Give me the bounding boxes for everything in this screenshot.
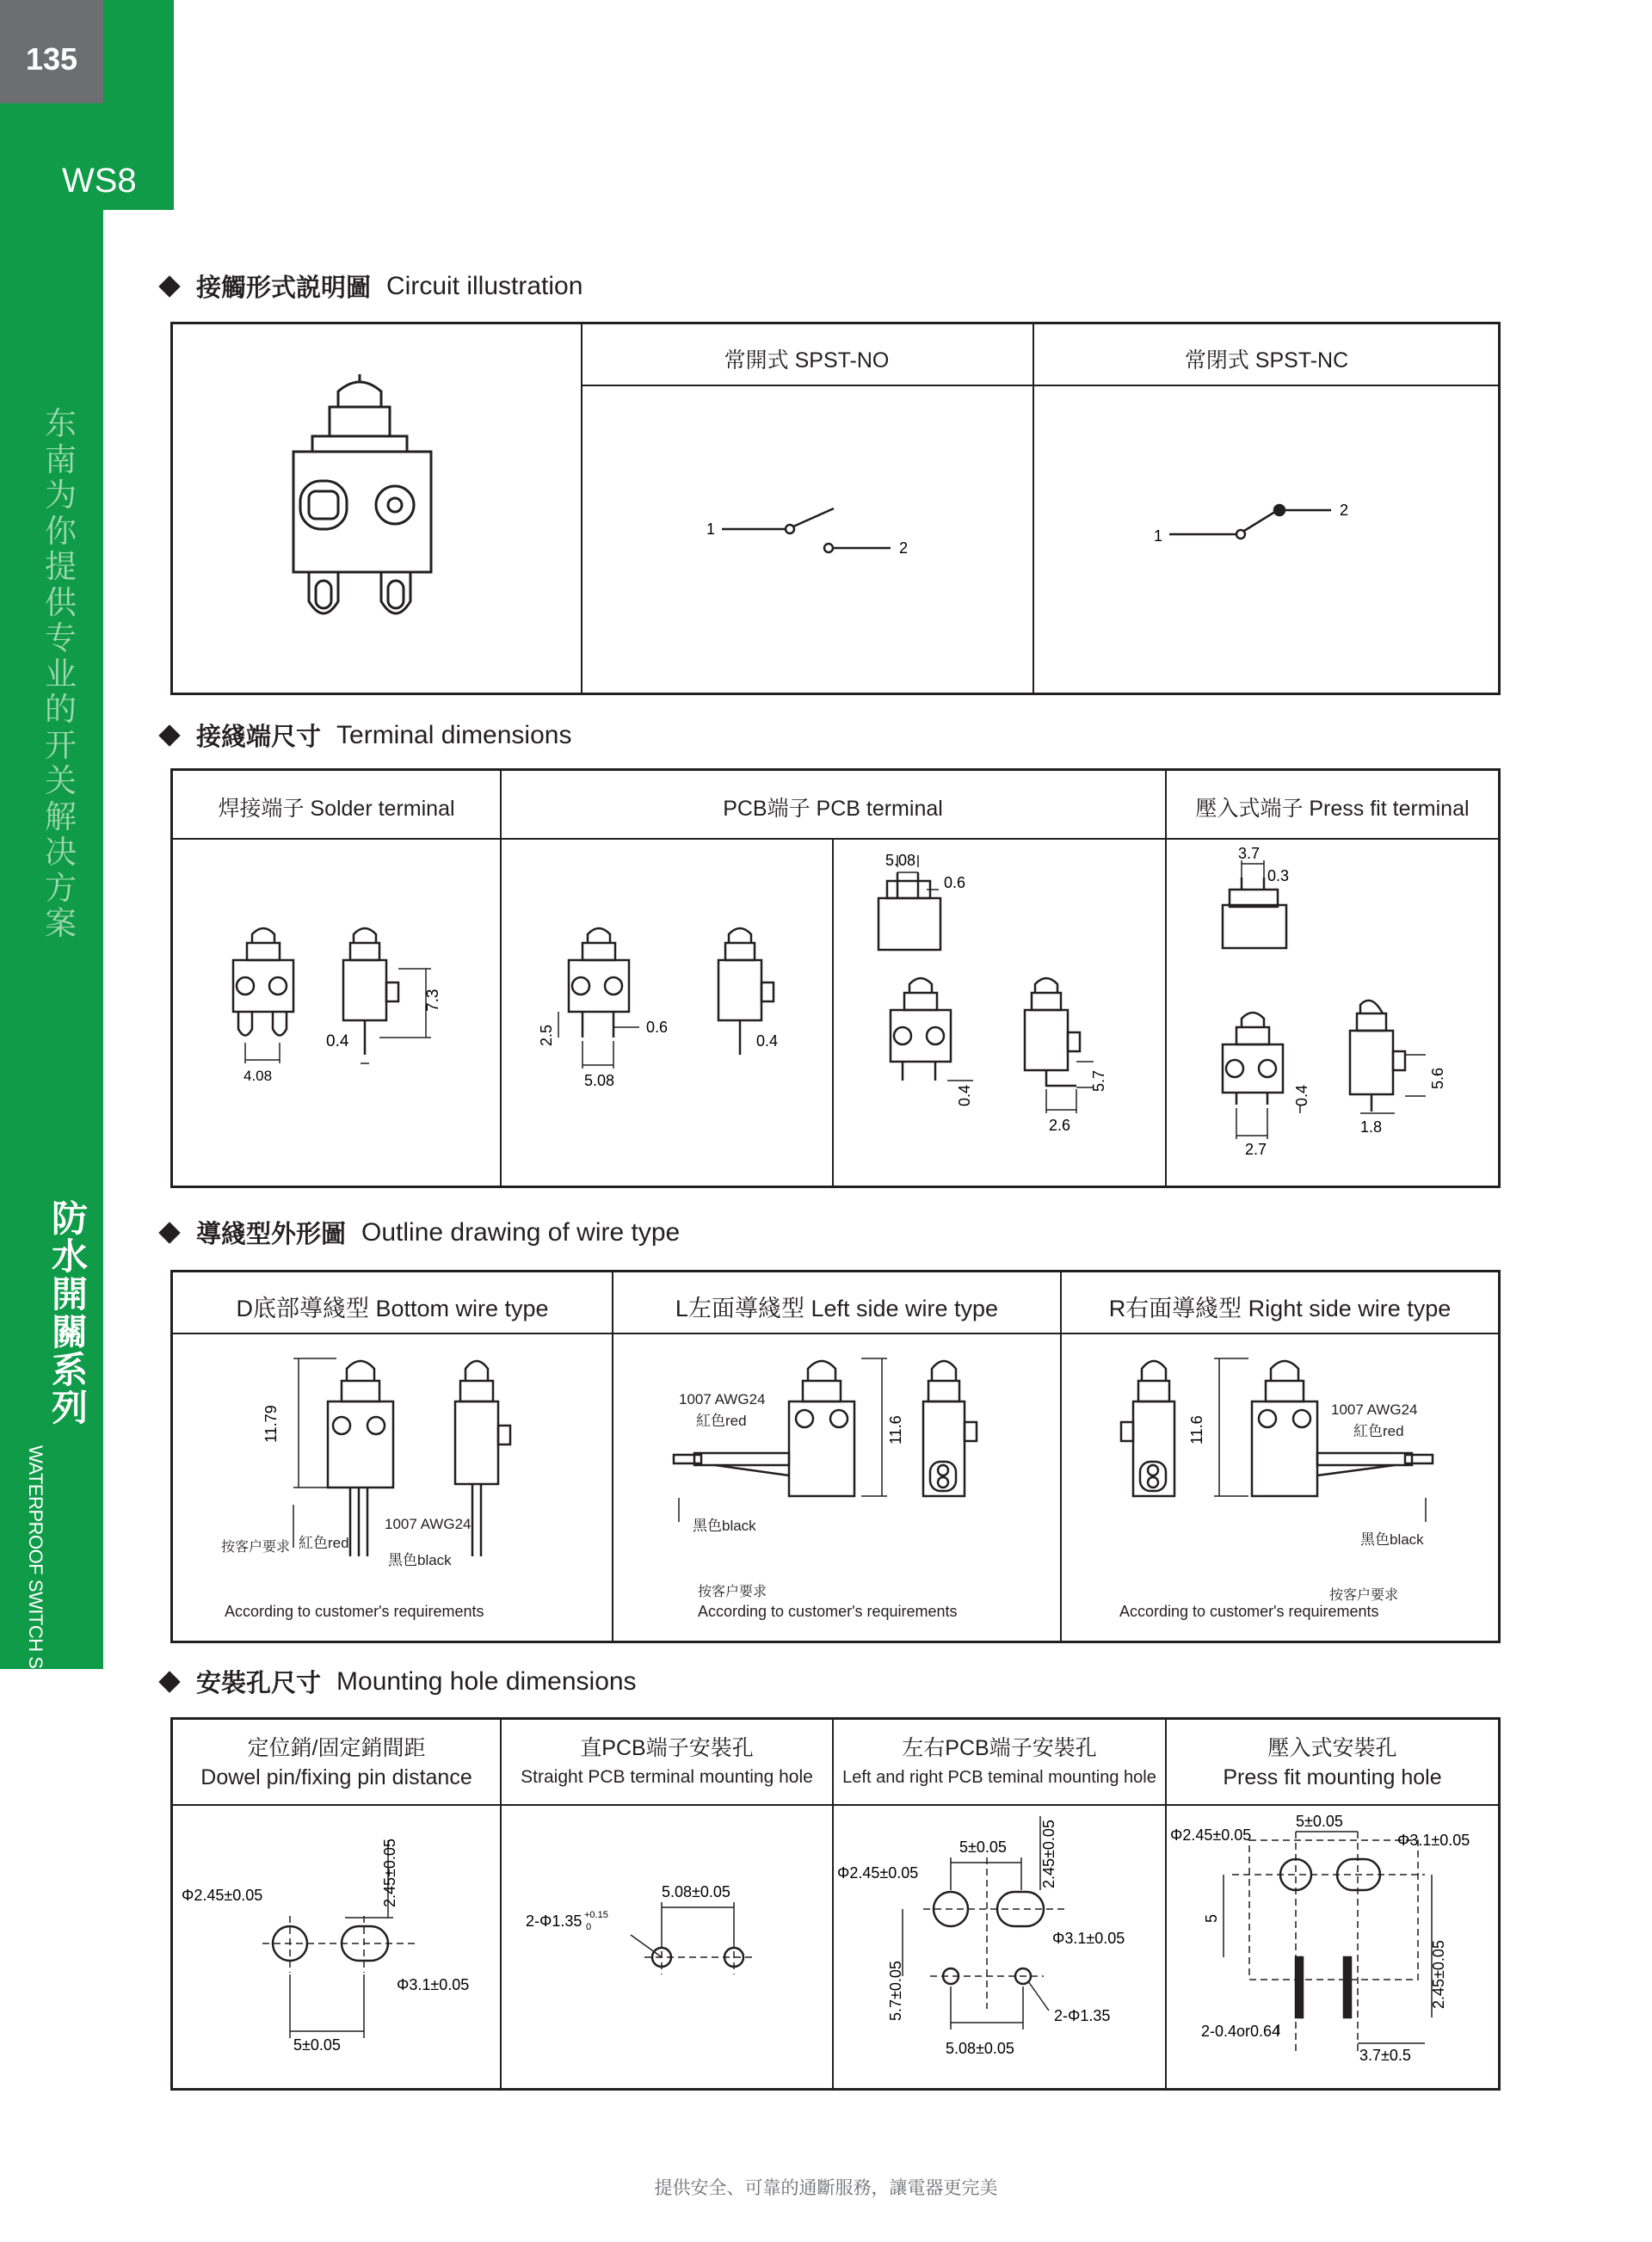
svg-text:0.4: 0.4 xyxy=(1293,1084,1310,1106)
mount-col-straight: 直PCB端子安裝孔 Straight PCB terminal mounting hole xyxy=(521,1736,813,1787)
solder-terminal-header: 焊接端子 Solder terminal xyxy=(218,797,455,821)
mounting-table xyxy=(170,1717,1501,2091)
right-wire-drawing xyxy=(1111,1350,1498,1574)
svg-text:0.4: 0.4 xyxy=(756,1032,779,1050)
mount-col-leftright: 左右PCB端子安裝孔 Left and right PCB teminal mounting hole xyxy=(842,1736,1156,1787)
svg-text:11.79: 11.79 xyxy=(262,1405,280,1443)
diamond-bullet-icon xyxy=(158,1671,180,1692)
outline-heading: 導綫型外形圖 Outline drawing of wire type xyxy=(162,1215,680,1250)
svg-text:4.08: 4.08 xyxy=(243,1068,273,1084)
leftright-pcb-drawing xyxy=(834,1806,1165,2090)
pcb-terminal-header: PCB端子 PCB terminal xyxy=(723,797,943,821)
svg-text:0.6: 0.6 xyxy=(944,874,966,891)
svg-text:5±0.05: 5±0.05 xyxy=(293,2036,341,2054)
svg-text:Φ2.45±0.05: Φ2.45±0.05 xyxy=(182,1887,263,1904)
right-wire-header: R右面導綫型 Right side wire type xyxy=(1108,1296,1452,1321)
svg-text:2.6: 2.6 xyxy=(1049,1117,1071,1134)
left-wire-header: L左面導綫型 Left side wire type xyxy=(675,1296,999,1321)
svg-text:5.7: 5.7 xyxy=(1090,1069,1107,1092)
solder-drawing xyxy=(225,917,500,1124)
svg-text:2-Φ1.35: 2-Φ1.35 xyxy=(526,1912,583,1930)
switch-drawing xyxy=(285,376,457,634)
press-terminal-header: 壓入式端子 Press fit terminal xyxy=(1195,797,1470,821)
svg-text:Φ2.45±0.05: Φ2.45±0.05 xyxy=(1170,1826,1252,1844)
svg-text:0.3: 0.3 xyxy=(1267,867,1290,884)
svg-text:Φ3.1±0.05: Φ3.1±0.05 xyxy=(1052,1930,1125,1947)
outline-table: D底部導綫型 Bottom wire type L左面導綫型 Left side wire type R右面導綫型 Right side wire type 11.79 1007 AWG24 紅色red 黑色black 按客户要求 According to customer's requirements 11.6 1007 AWG24 紅色red 黑色black 按客户要求 According to customer's requirements 11.6 1007 AWG24 紅色red 黑色black 按客户要求 According to customer's requirements xyxy=(170,1270,1501,1643)
svg-text:Φ2.45±0.05: Φ2.45±0.05 xyxy=(837,1864,919,1882)
svg-text:2-0.4or0.64: 2-0.4or0.64 xyxy=(1201,2023,1281,2040)
svg-text:5.08: 5.08 xyxy=(885,852,916,869)
series-title: 防水開關系列 xyxy=(52,1198,89,1429)
diamond-bullet-icon xyxy=(158,275,180,297)
svg-text:+0.15: +0.15 xyxy=(584,1910,608,1920)
svg-text:1.8: 1.8 xyxy=(1360,1118,1383,1136)
circuit-heading: 接觸形式説明圖 Circuit illustration xyxy=(162,268,583,304)
no-terminal-2: 2 xyxy=(899,539,909,557)
svg-text:Φ3.1±0.05: Φ3.1±0.05 xyxy=(1397,1832,1470,1849)
spst-no-header: 常開式 SPST-NO xyxy=(724,348,890,373)
svg-text:11.6: 11.6 xyxy=(887,1415,904,1444)
svg-text:5.08±0.05: 5.08±0.05 xyxy=(946,2040,1014,2057)
svg-text:11.6: 11.6 xyxy=(1188,1415,1205,1444)
side-slogan: 东南为你提供专业的开关解决方案 xyxy=(45,405,77,942)
mount-col-dowel: 定位銷/固定銷間距 Dowel pin/fixing pin distance xyxy=(200,1736,472,1789)
svg-text:5.08±0.05: 5.08±0.05 xyxy=(662,1883,730,1900)
diamond-bullet-icon xyxy=(158,1222,180,1243)
spst-no-schematic xyxy=(706,496,947,582)
svg-text:5.08: 5.08 xyxy=(584,1072,615,1089)
svg-text:2.45±0.05: 2.45±0.05 xyxy=(1430,1940,1447,2009)
left-wire-drawing xyxy=(663,1350,1051,1574)
mounting-heading: 安裝孔尺寸 Mounting hole dimensions xyxy=(162,1664,637,1699)
svg-text:5.7±0.05: 5.7±0.05 xyxy=(887,1961,904,2021)
svg-text:0.4: 0.4 xyxy=(956,1084,973,1106)
diamond-bullet-icon xyxy=(158,724,180,746)
pcb-bent-drawing xyxy=(861,852,1154,1182)
mount-col-press: 壓入式安裝孔 Press fit mounting hole xyxy=(1223,1736,1442,1789)
band-wedge xyxy=(0,1600,103,1669)
svg-text:2.5: 2.5 xyxy=(538,1024,555,1046)
svg-text:5±0.05: 5±0.05 xyxy=(959,1839,1007,1856)
svg-text:2.45±0.05: 2.45±0.05 xyxy=(1040,1820,1057,1888)
svg-text:2-Φ1.35: 2-Φ1.35 xyxy=(1054,2007,1111,2024)
svg-text:Φ3.1±0.05: Φ3.1±0.05 xyxy=(397,1976,470,1993)
spst-nc-schematic xyxy=(1150,496,1391,582)
svg-text:7.3: 7.3 xyxy=(424,989,442,1012)
spst-nc-header: 常閉式 SPST-NC xyxy=(1184,348,1349,373)
model-code: WS8 xyxy=(62,162,137,200)
nc-terminal-1: 1 xyxy=(1154,527,1163,545)
svg-text:0: 0 xyxy=(586,1922,592,1932)
page-footer: 提供安全、可靠的通斷服務，讓電器更完美 xyxy=(654,2177,998,2198)
svg-text:2.7: 2.7 xyxy=(1245,1141,1267,1158)
svg-text:5.6: 5.6 xyxy=(1429,1067,1446,1089)
terminal-heading: 接綫端尺寸 Terminal dimensions xyxy=(162,718,571,753)
svg-text:2.45±0.05: 2.45±0.05 xyxy=(381,1839,398,1907)
straight-pcb-drawing xyxy=(502,1806,832,2090)
page-number: 135 xyxy=(25,41,78,77)
press-fit-hole-drawing xyxy=(1167,1806,1498,2090)
svg-text:5: 5 xyxy=(1203,1913,1220,1923)
svg-text:3.7±0.5: 3.7±0.5 xyxy=(1359,2047,1411,2064)
no-terminal-1: 1 xyxy=(706,520,716,538)
nc-terminal-2: 2 xyxy=(1340,502,1349,519)
series-subtitle: WATERPROOF SWITCH SERIES xyxy=(25,1445,46,1723)
terminal-table xyxy=(170,768,1501,1188)
dowel-pin-drawing xyxy=(173,1806,500,2090)
svg-text:5±0.05: 5±0.05 xyxy=(1296,1813,1343,1830)
svg-text:3.7: 3.7 xyxy=(1238,845,1261,862)
circuit-table xyxy=(170,322,1501,695)
press-fit-drawing xyxy=(1188,845,1498,1182)
svg-text:0.4: 0.4 xyxy=(326,1032,349,1050)
pcb-straight-drawing xyxy=(538,917,827,1124)
svg-text:0.6: 0.6 xyxy=(646,1019,669,1036)
bottom-wire-header: D底部導綫型 Bottom wire type xyxy=(236,1296,549,1321)
